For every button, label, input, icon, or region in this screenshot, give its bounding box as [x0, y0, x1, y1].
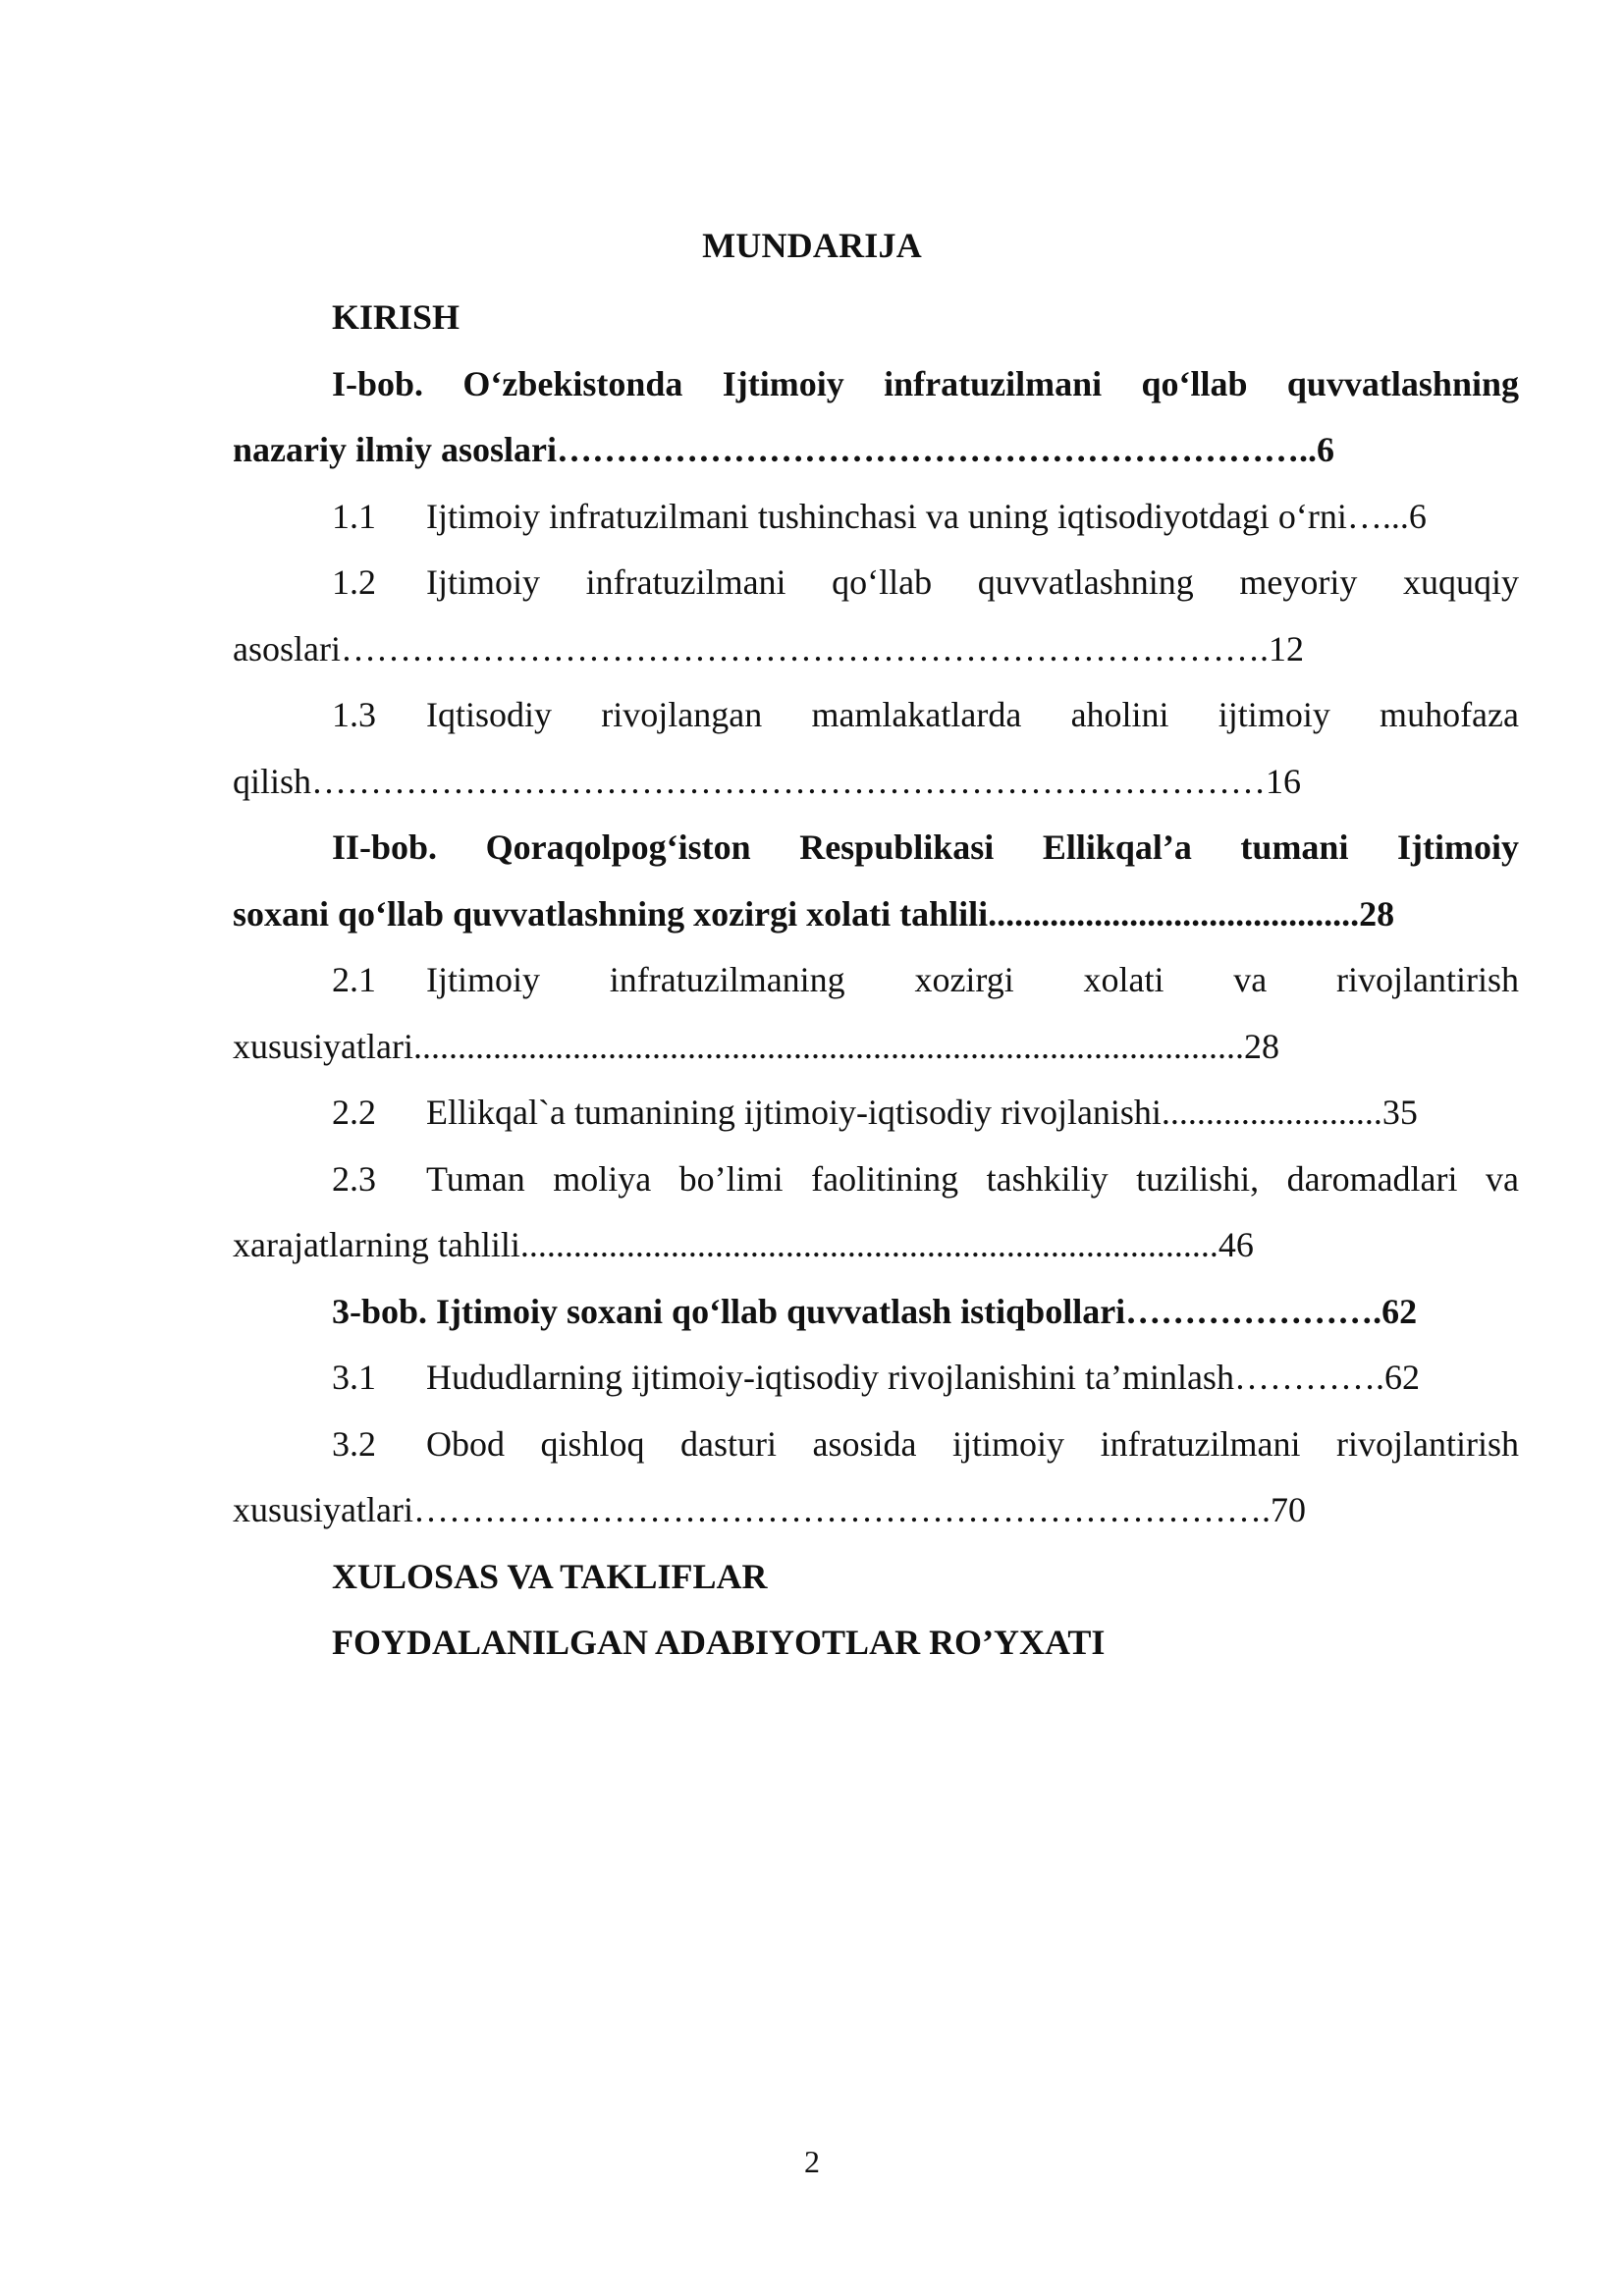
toc-section-1-2-line-1 [233, 550, 1519, 616]
page-number: 2 [804, 2144, 820, 2179]
section-number: 3.1 [332, 1358, 376, 1397]
section-title: Ijtimoiy infratuzilmaning xozirgi xolati va rivojlantirish [426, 960, 1519, 999]
toc-chapter-1-line-2: nazariy ilmiy asoslari………………………………………………………..6 [233, 430, 1334, 469]
toc-chapter-2-line-2: soxani qo‘llab quvvatlashning xozirgi xolati tahlili..........................................28 [233, 893, 1395, 934]
section-number: 1.3 [332, 695, 376, 734]
toc-entry-chapter-1 [233, 351, 1519, 484]
toc-section-3-2-line-2: xususiyatlari……………………………………………………………….70 [233, 1490, 1306, 1529]
toc-chapter-2-line-1: II-bob. Qoraqolpog‘iston Respublikasi Ellikqal’a tumani Ijtimoiy [332, 828, 1519, 867]
section-title: Iqtisodiy rivojlangan mamlakatlarda aholini ijtimoiy muhofaza [426, 695, 1519, 734]
section-title: Tuman moliya bo’limi faolitining tashkiliy tuzilishi, daromadlari va [426, 1158, 1519, 1199]
toc-section-2-3-line-1 [233, 1147, 1519, 1213]
toc-entry-chapter-3: 3-bob. Ijtimoiy soxani qo‘llab quvvatlash istiqbollari………………….62 [332, 1291, 1418, 1331]
toc-section-1-2-line-2: asoslari…………………………………………………………………….12 [233, 628, 1304, 668]
section-title: Ijtimoiy infratuzilmani qo‘llab quvvatlashning meyoriy xuquqiy [426, 562, 1519, 602]
toc-entry-section-1-1 [233, 484, 1519, 551]
section-number: 1.1 [332, 496, 376, 536]
toc-section-3-2-line-1 [233, 1412, 1519, 1478]
toc-section-2-1-line-1 [233, 947, 1519, 1014]
section-number: 2.3 [332, 1158, 376, 1199]
toc-entry-section-3-2 [233, 1412, 1519, 1544]
toc-entry-section-2-3 [233, 1147, 1519, 1279]
section-title: Obod qishloq dasturi asosida ijtimoiy infratuzilmani rivojlantirish [426, 1423, 1519, 1464]
section-number: 2.2 [332, 1093, 376, 1132]
toc-entry-section-1-2 [233, 550, 1519, 682]
toc-entry-introduction: KIRISH [332, 297, 460, 337]
toc-entry-section-3-1 [233, 1345, 1519, 1412]
page-title: MUNDARIJA [702, 226, 922, 265]
section-title: Ijtimoiy infratuzilmani tushinchasi va uning iqtisodiyotdagi o‘rni…...6 [426, 496, 1427, 536]
section-number: 2.1 [332, 960, 376, 999]
toc-entry-conclusion: XULOSAS VA TAKLIFLAR [332, 1556, 768, 1596]
section-title: Hududlarning ijtimoiy-iqtisodiy rivojlanishini ta’minlash………….62 [426, 1358, 1420, 1397]
toc-section-2-3-line-2: xarajatlarning tahlili...............................................................................46 [233, 1225, 1254, 1264]
toc-entry-section-2-2 [233, 1080, 1519, 1147]
toc-section-2-1-line-2: xususiyatlari..............................................................................................28 [233, 1026, 1279, 1066]
toc-chapter-1-line-1: I-bob. O‘zbekistonda Ijtimoiy infratuzilmani qo‘llab quvvatlashning [332, 363, 1519, 403]
table-of-contents [233, 285, 1519, 1677]
toc-entry-chapter-2 [233, 815, 1519, 947]
section-number: 1.2 [332, 562, 376, 602]
section-number: 3.2 [332, 1423, 376, 1464]
toc-section-1-3-line-2: qilish………………………………………………………………………16 [233, 761, 1302, 801]
toc-section-1-3-line-1 [233, 682, 1519, 749]
toc-entry-references: FOYDALANILGAN ADABIYOTLAR RO’YXATI [332, 1623, 1106, 1662]
toc-entry-section-2-1 [233, 947, 1519, 1080]
section-title: Ellikqal`a tumanining ijtimoiy-iqtisodiy rivojlanishi.........................35 [426, 1093, 1418, 1132]
toc-entry-section-1-3 [233, 682, 1519, 815]
